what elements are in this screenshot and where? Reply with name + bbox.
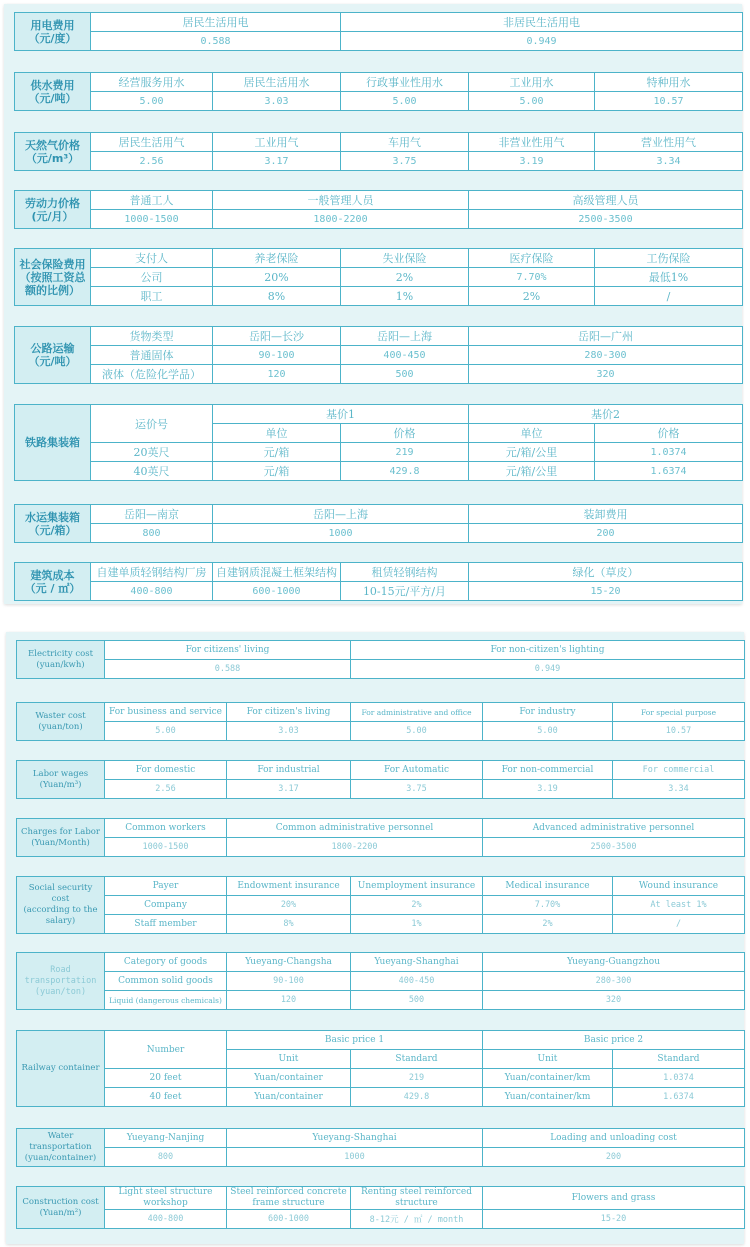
social-head: 失业保险: [341, 249, 469, 268]
rail-cell-en: 429.8: [351, 1088, 483, 1107]
gas-value-en: 3.19: [483, 780, 613, 799]
social-head-en: Endowment insurance: [227, 877, 351, 896]
gas-value-en: 3.17: [227, 780, 351, 799]
rail-cell-en: Yuan/container: [227, 1088, 351, 1107]
water-transport-table-en: [16, 1128, 745, 1167]
road-cell-en: 280-300: [483, 972, 745, 991]
road-cell: 120: [213, 365, 341, 384]
rail-number-head: 运价号: [91, 405, 213, 443]
electricity-value-1: 0.588: [91, 32, 341, 51]
social-head: 养老保险: [213, 249, 341, 268]
labor-head-en: Advanced administrative personnel: [483, 819, 745, 838]
road-transport-label: 公路运输 （元/吨）: [15, 327, 91, 384]
road-cell: 500: [341, 365, 469, 384]
electricity-value-2-en: 0.949: [351, 660, 745, 679]
road-cell-en: Liquid (dangerous chemicals): [105, 991, 227, 1010]
rail-cell: 元/箱/公里: [469, 462, 595, 481]
water-transport-label-en: Water transportation (yuan/container): [17, 1129, 105, 1167]
gas-value: 3.17: [213, 152, 341, 171]
road-cell-en: 320: [483, 991, 745, 1010]
water-cost-table-en: [16, 702, 745, 741]
water-head: 经营服务用水: [91, 73, 213, 92]
watertrans-head: 装卸费用: [469, 505, 743, 524]
social-cell: 1%: [341, 287, 469, 306]
watertrans-value: 1000: [213, 524, 469, 543]
social-cell-en: 2%: [351, 896, 483, 915]
labor-price-label-en: Charges for Labor (Yuan/Month): [17, 819, 105, 857]
road-cell: 液体（危险化学品）: [91, 365, 213, 384]
water-value: 10.57: [595, 92, 743, 111]
rail-cell: 元/箱: [213, 443, 341, 462]
social-cell-en: Staff member: [105, 915, 227, 934]
construction-cost-table-en: [16, 1186, 745, 1229]
social-head: 医疗保险: [469, 249, 595, 268]
labor-value: 1800-2200: [213, 210, 469, 229]
rail-cell-en: 1.6374: [613, 1088, 745, 1107]
gas-head-en: For domestic: [105, 761, 227, 780]
social-head-en: Payer: [105, 877, 227, 896]
gas-head: 车用气: [341, 133, 469, 152]
road-cell-en: Common solid goods: [105, 972, 227, 991]
railway-container-label-en: Railway container: [17, 1031, 105, 1107]
labor-head: 普通工人: [91, 191, 213, 210]
watertrans-value-en: 200: [483, 1148, 745, 1167]
water-head-en: For special purpose: [613, 703, 745, 722]
gas-value: 3.19: [469, 152, 595, 171]
watertrans-head-en: Loading and unloading cost: [483, 1129, 745, 1148]
gas-price-label-en: Labor wages (Yuan/m³): [17, 761, 105, 799]
watertrans-head: 岳阳—南京: [91, 505, 213, 524]
social-cell: 最低1%: [595, 268, 743, 287]
water-value: 5.00: [91, 92, 213, 111]
water-transport-label: 水运集装箱 （元/箱）: [15, 505, 91, 543]
gas-price-table-en: [16, 760, 745, 799]
labor-value-en: 1800-2200: [227, 838, 483, 857]
social-head: 支付人: [91, 249, 213, 268]
build-head: 自建钢质混凝土框架结构: [213, 563, 341, 582]
social-head: 工伤保险: [595, 249, 743, 268]
electricity-label-en: Electricity cost (yuan/kwh): [17, 641, 105, 679]
water-head-en: For industry: [483, 703, 613, 722]
electricity-table-en: [16, 640, 745, 679]
build-value-en: 400-800: [105, 1210, 227, 1229]
road-transport-label-en: Road transportation (yuan/ton): [17, 953, 105, 1010]
rail-unit-head: 单位: [213, 424, 341, 443]
social-head-en: Unemployment insurance: [351, 877, 483, 896]
rail-number-head-en: Number: [105, 1031, 227, 1069]
rail-base-price-1: 基价1: [213, 405, 469, 424]
rail-cell: 1.6374: [595, 462, 743, 481]
watertrans-value: 200: [469, 524, 743, 543]
gas-head: 营业性用气: [595, 133, 743, 152]
rail-cell-en: Yuan/container/km: [483, 1069, 613, 1088]
construction-cost-table: [14, 562, 743, 601]
electricity-head-2: 非居民生活用电: [341, 13, 743, 32]
labor-value: 2500-3500: [469, 210, 743, 229]
water-head-en: For business and service: [105, 703, 227, 722]
construction-cost-label: 建筑成本 （元 / ㎡）: [15, 563, 91, 601]
electricity-head-1-en: For citizens' living: [105, 641, 351, 660]
build-value: 10-15元/平方/月: [341, 582, 469, 601]
labor-value-en: 1000-1500: [105, 838, 227, 857]
watertrans-head-en: Yueyang-Shanghai: [227, 1129, 483, 1148]
road-transport-table-en: [16, 952, 745, 1010]
rail-cell: 40英尺: [91, 462, 213, 481]
social-insurance-table-en: [16, 876, 745, 934]
rail-base-price-2: 基价2: [469, 405, 743, 424]
labor-head-en: Common administrative personnel: [227, 819, 483, 838]
labor-head: 高级管理人员: [469, 191, 743, 210]
build-value: 400-800: [91, 582, 213, 601]
rail-cell-en: 20 feet: [105, 1069, 227, 1088]
water-value-en: 5.00: [483, 722, 613, 741]
road-cell: 普通固体: [91, 346, 213, 365]
rail-price-head: 价格: [595, 424, 743, 443]
build-value: 15-20: [469, 582, 743, 601]
labor-head-en: Common workers: [105, 819, 227, 838]
build-head-en: Flowers and grass: [483, 1187, 745, 1210]
road-cell: 320: [469, 365, 743, 384]
watertrans-value-en: 800: [105, 1148, 227, 1167]
social-cell-en: 7.70%: [483, 896, 613, 915]
build-head: 租赁轻钢结构: [341, 563, 469, 582]
social-cell: 20%: [213, 268, 341, 287]
road-head: 岳阳—长沙: [213, 327, 341, 346]
rail-cell: 20英尺: [91, 443, 213, 462]
build-head-en: Steel reinforced concrete frame structure: [227, 1187, 351, 1210]
gas-head: 居民生活用气: [91, 133, 213, 152]
railway-container-table: [14, 404, 743, 481]
build-head-en: Light steel structure workshop: [105, 1187, 227, 1210]
water-cost-table: [14, 72, 743, 111]
road-cell: 90-100: [213, 346, 341, 365]
road-cell: 400-450: [341, 346, 469, 365]
water-value-en: 5.00: [105, 722, 227, 741]
labor-price-table: [14, 190, 743, 229]
gas-value-en: 2.56: [105, 780, 227, 799]
watertrans-head-en: Yueyang-Nanjing: [105, 1129, 227, 1148]
rail-cell: 1.0374: [595, 443, 743, 462]
rail-cell: 429.8: [341, 462, 469, 481]
railway-container-label: 铁路集装箱: [15, 405, 91, 481]
gas-price-table: [14, 132, 743, 171]
gas-value: 3.75: [341, 152, 469, 171]
build-head: 绿化（草皮）: [469, 563, 743, 582]
road-transport-table: [14, 326, 743, 384]
road-head-en: Yueyang-Shanghai: [351, 953, 483, 972]
social-insurance-label: 社会保险费用 （按照工资总额的比例）: [15, 249, 91, 306]
water-value: 3.03: [213, 92, 341, 111]
build-value: 600-1000: [213, 582, 341, 601]
gas-value: 2.56: [91, 152, 213, 171]
labor-head: 一般管理人员: [213, 191, 469, 210]
social-insurance-label-en: Social security cost (according to the salary): [17, 877, 105, 934]
construction-cost-label-en: Construction cost (Yuan/m²): [17, 1187, 105, 1229]
labor-price-table-en: [16, 818, 745, 857]
water-cost-label: 供水费用 （元/吨）: [15, 73, 91, 111]
water-cost-label-en: Waster cost (yuan/ton): [17, 703, 105, 741]
social-insurance-table: [14, 248, 743, 306]
social-cell-en: 8%: [227, 915, 351, 934]
water-head: 工业用水: [469, 73, 595, 92]
social-cell-en: Company: [105, 896, 227, 915]
water-head: 居民生活用水: [213, 73, 341, 92]
rail-price-head-en: Standard: [351, 1050, 483, 1069]
rail-base-price-2-en: Basic price 2: [483, 1031, 745, 1050]
gas-head-en: For commercial: [613, 761, 745, 780]
water-head-en: For administrative and office: [351, 703, 483, 722]
gas-value: 3.34: [595, 152, 743, 171]
rail-cell-en: Yuan/container: [227, 1069, 351, 1088]
water-transport-table: [14, 504, 743, 543]
water-value-en: 10.57: [613, 722, 745, 741]
watertrans-value: 800: [91, 524, 213, 543]
water-head-en: For citizen's living: [227, 703, 351, 722]
road-head: 货物类型: [91, 327, 213, 346]
road-head-en: Category of goods: [105, 953, 227, 972]
build-head-en: Renting steel reinforced structure: [351, 1187, 483, 1210]
labor-value-en: 2500-3500: [483, 838, 745, 857]
social-head-en: Medical insurance: [483, 877, 613, 896]
electricity-label: 用电费用 （元/度）: [15, 13, 91, 51]
road-cell-en: 400-450: [351, 972, 483, 991]
water-value: 5.00: [469, 92, 595, 111]
social-cell-en: 1%: [351, 915, 483, 934]
gas-value-en: 3.75: [351, 780, 483, 799]
electricity-table: [14, 12, 743, 51]
social-head-en: Wound insurance: [613, 877, 745, 896]
rail-base-price-1-en: Basic price 1: [227, 1031, 483, 1050]
road-head: 岳阳—上海: [341, 327, 469, 346]
rail-cell: 元/箱: [213, 462, 341, 481]
gas-head-en: For non-commercial: [483, 761, 613, 780]
social-cell: /: [595, 287, 743, 306]
social-cell: 2%: [341, 268, 469, 287]
social-cell-en: At least 1%: [613, 896, 745, 915]
rail-price-head: 价格: [341, 424, 469, 443]
watertrans-head: 岳阳—上海: [213, 505, 469, 524]
gas-head: 工业用气: [213, 133, 341, 152]
road-cell-en: 500: [351, 991, 483, 1010]
electricity-head-2-en: For non-citizen's lighting: [351, 641, 745, 660]
build-value-en: 600-1000: [227, 1210, 351, 1229]
social-cell: 8%: [213, 287, 341, 306]
water-value: 5.00: [341, 92, 469, 111]
labor-price-label: 劳动力价格 (元/月）: [15, 191, 91, 229]
chinese-price-panel: [4, 4, 742, 604]
road-cell-en: 120: [227, 991, 351, 1010]
rail-cell-en: Yuan/container/km: [483, 1088, 613, 1107]
build-value-en: 15-20: [483, 1210, 745, 1229]
rail-unit-head-en: Unit: [483, 1050, 613, 1069]
rail-cell-en: 219: [351, 1069, 483, 1088]
rail-unit-head-en: Unit: [227, 1050, 351, 1069]
labor-value: 1000-1500: [91, 210, 213, 229]
gas-head-en: For Automatic: [351, 761, 483, 780]
rail-unit-head: 单位: [469, 424, 595, 443]
electricity-value-2: 0.949: [341, 32, 743, 51]
social-cell: 2%: [469, 287, 595, 306]
road-cell-en: 90-100: [227, 972, 351, 991]
rail-cell-en: 1.0374: [613, 1069, 745, 1088]
rail-cell: 元/箱/公里: [469, 443, 595, 462]
road-head-en: Yueyang-Changsha: [227, 953, 351, 972]
water-value-en: 5.00: [351, 722, 483, 741]
social-cell: 职工: [91, 287, 213, 306]
build-value-en: 8-12元 / ㎡ / month: [351, 1210, 483, 1229]
rail-cell: 219: [341, 443, 469, 462]
gas-head-en: For industrial: [227, 761, 351, 780]
gas-head: 非营业性用气: [469, 133, 595, 152]
social-cell-en: /: [613, 915, 745, 934]
social-cell: 7.70%: [469, 268, 595, 287]
gas-price-label: 天然气价格 （元/m³）: [15, 133, 91, 171]
rail-price-head-en: Standard: [613, 1050, 745, 1069]
social-cell: 公司: [91, 268, 213, 287]
build-head: 自建单质轻钢结构厂房: [91, 563, 213, 582]
rail-cell-en: 40 feet: [105, 1088, 227, 1107]
road-head-en: Yueyang-Guangzhou: [483, 953, 745, 972]
gas-value-en: 3.34: [613, 780, 745, 799]
water-value-en: 3.03: [227, 722, 351, 741]
social-cell-en: 20%: [227, 896, 351, 915]
electricity-head-1: 居民生活用电: [91, 13, 341, 32]
railway-container-table-en: [16, 1030, 745, 1107]
social-cell-en: 2%: [483, 915, 613, 934]
english-price-panel: [6, 632, 744, 1244]
road-head: 岳阳—广州: [469, 327, 743, 346]
electricity-value-1-en: 0.588: [105, 660, 351, 679]
watertrans-value-en: 1000: [227, 1148, 483, 1167]
road-cell: 280-300: [469, 346, 743, 365]
water-head: 行政事业性用水: [341, 73, 469, 92]
water-head: 特种用水: [595, 73, 743, 92]
